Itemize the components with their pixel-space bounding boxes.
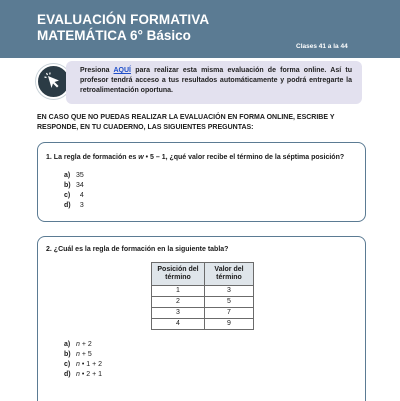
option-letter: c) xyxy=(64,192,71,199)
table-header-position: Posición del término xyxy=(152,263,205,286)
title-line-1: EVALUACIÓN FORMATIVA xyxy=(37,12,210,27)
table-cell: 7 xyxy=(205,308,254,319)
option-letter: c) xyxy=(64,361,71,368)
option-text: 3 xyxy=(76,202,84,209)
option-text: • 1 + 2 xyxy=(79,361,103,368)
table-header-row xyxy=(152,263,254,286)
question-1-text xyxy=(46,154,344,161)
question-1-number: 1. xyxy=(46,154,52,161)
option-letter: b) xyxy=(64,351,71,358)
question-1-after: • 5 – 1, ¿qué valor recibe el término de la séptima posición? xyxy=(143,154,345,161)
question-2-number: 2. xyxy=(46,246,52,253)
option-2b[interactable] xyxy=(64,350,102,360)
option-2d[interactable] xyxy=(64,370,102,380)
option-letter: a) xyxy=(64,341,71,348)
clases-label: Clases 41 a la 44 xyxy=(296,43,348,50)
option-text: 34 xyxy=(76,182,84,189)
question-1-before: La regla de formación es xyxy=(51,154,139,161)
title-line-2: MATEMÁTICA 6° Básico xyxy=(37,28,191,43)
formation-rule-table xyxy=(151,262,254,330)
aqui-link[interactable]: AQUÍ xyxy=(113,67,131,74)
option-letter: a) xyxy=(64,172,71,179)
instruction-text: EN CASO QUE NO PUEDAS REALIZAR LA EVALUACIÓN EN FORMA ONLINE, ESCRIBE Y RESPONDE, EN TU CUADERNO, LAS SIGUIENTES PREGUNTAS: xyxy=(37,114,335,131)
option-letter: d) xyxy=(64,202,71,209)
table-cell: 9 xyxy=(205,319,254,330)
option-letter: d) xyxy=(64,371,71,378)
hint-text xyxy=(80,66,352,95)
table-cell: 4 xyxy=(152,319,205,330)
table-cell: 3 xyxy=(205,286,254,297)
table-row xyxy=(152,319,254,330)
option-1c[interactable] xyxy=(64,191,84,201)
option-text: + 5 xyxy=(79,351,92,358)
table-row xyxy=(152,308,254,319)
option-text: • 2 + 1 xyxy=(79,371,103,378)
option-letter: b) xyxy=(64,182,71,189)
header-banner xyxy=(0,0,400,58)
question-1-options xyxy=(64,171,84,211)
online-hint-box xyxy=(66,61,362,104)
option-var: n xyxy=(76,341,80,348)
question-2-text xyxy=(46,246,228,253)
option-1a[interactable] xyxy=(64,171,84,181)
option-2a[interactable] xyxy=(64,340,102,350)
table-row xyxy=(152,286,254,297)
hint-text-before: Presiona xyxy=(80,67,114,74)
question-card-2 xyxy=(37,236,366,401)
option-text: + 2 xyxy=(79,341,92,348)
option-text: 4 xyxy=(76,192,84,199)
option-1b[interactable] xyxy=(64,181,84,191)
table-cell: 1 xyxy=(152,286,205,297)
table-header-value: Valor del término xyxy=(205,263,254,286)
option-var: n xyxy=(76,351,80,358)
question-1-var: w xyxy=(138,154,144,161)
question-2-options xyxy=(64,340,102,380)
table-row xyxy=(152,297,254,308)
option-2c[interactable] xyxy=(64,360,102,370)
option-text: 35 xyxy=(76,172,84,179)
table-cell: 5 xyxy=(205,297,254,308)
hint-text-after: para realizar esta misma evaluación de forma online. Así tu profesor tendrá acceso a tus resultados automáticamente y podrá entregarte la retroalimentación oportuna. xyxy=(80,67,352,94)
table-cell: 3 xyxy=(152,308,205,319)
question-card-1 xyxy=(37,142,366,222)
option-1d[interactable] xyxy=(64,201,84,211)
question-2-body: ¿Cuál es la regla de formación en la siguiente tabla? xyxy=(51,246,229,253)
option-var: n xyxy=(76,371,80,378)
table-cell: 2 xyxy=(152,297,205,308)
option-var: n xyxy=(76,361,80,368)
